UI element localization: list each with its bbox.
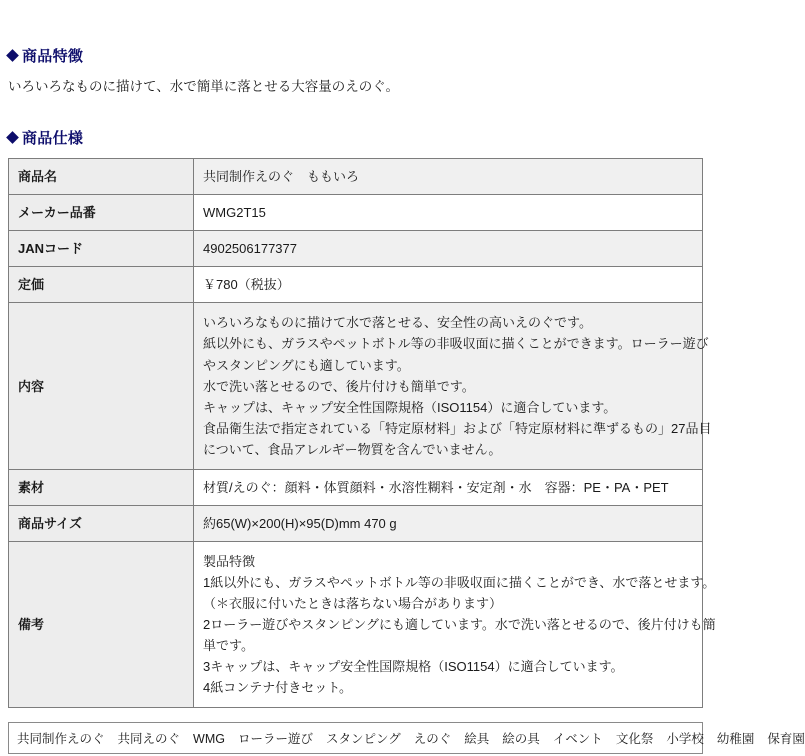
spec-table-row (9, 469, 703, 505)
spec-row-label: 内容 (9, 303, 194, 469)
spec-row-label: JANコード (9, 231, 194, 267)
spec-row-value-line: について、食品アレルギー物質を含んでいません。 (203, 441, 502, 457)
spec-row-value: 4902506177377 (194, 231, 703, 267)
keyword-tag[interactable]: えのぐ (413, 732, 452, 747)
keyword-tag-strip (8, 722, 805, 754)
spec-row-value-line: 食品衛生法で指定されている「特定原材料」および「特定原材料に準ずるもの」27品目 (203, 420, 712, 436)
spec-table-row (9, 231, 703, 267)
spec-row-label: メーカー品番 (9, 195, 194, 231)
spec-row-value: 材質/えのぐ：顔料・体質顔料・水溶性糊料・安定剤・水 容器：PE・PA・PET (194, 469, 703, 505)
spec-row-value: 共同制作えのぐ ももいろ (194, 159, 703, 195)
spec-row-value: ￥780（税抜） (194, 267, 703, 303)
spec-row-value-line: 紙以外にも、ガラスやペットボトル等の非吸収面に描くことができます。ローラー遊び (203, 336, 709, 352)
product-spec-page (0, 45, 805, 756)
spec-row-value-line: 4紙コンテナ付きセット。 (203, 680, 353, 696)
spec-row-label: 定価 (9, 267, 194, 303)
spec-table-row (9, 505, 703, 541)
spec-row-value-line: やスタンピングにも適しています。 (203, 357, 410, 373)
spec-row-value-line: 3キャップは、キャップ安全性国際規格（ISO1154）に適合しています。 (203, 659, 624, 675)
keyword-tag[interactable]: 保育園 (767, 732, 805, 747)
spec-table-row (9, 541, 703, 707)
keyword-tag[interactable]: 文化祭 (615, 732, 654, 747)
keyword-tag[interactable]: 絵の具 (502, 732, 540, 747)
spec-row-value-line: 水で洗い落とせるので、後片付けも簡単です。 (203, 378, 475, 394)
spec-row-value-line: 製品特徴 (203, 553, 256, 569)
spec-row-value-line: 2ローラー遊びやスタンピングにも適しています。水で洗い落とせるので、後片付けも簡 (203, 617, 716, 632)
keyword-tag[interactable]: ローラー遊び (237, 732, 313, 747)
spec-table-row (9, 195, 703, 231)
product-spec-heading-label: 商品仕様 (22, 130, 84, 148)
spec-table-body (9, 159, 716, 708)
product-feature-heading-label: 商品特徴 (22, 48, 84, 65)
spec-row-value (194, 303, 712, 469)
spec-row-value (194, 541, 716, 707)
spec-row-value-line: 単です。 (203, 638, 254, 654)
spec-row-label: 商品名 (9, 159, 194, 195)
keyword-tag[interactable]: WMG (193, 732, 225, 747)
diamond-bullet-icon (6, 49, 19, 62)
spec-row-label: 素材 (9, 469, 194, 505)
keyword-tag[interactable]: 小学校 (666, 732, 704, 747)
spec-row-value-line: （＊衣服に付いたときは落ちない場合があります） (203, 595, 503, 611)
spec-table-row (9, 267, 703, 303)
product-spec-heading (8, 127, 703, 148)
keyword-tag[interactable]: 幼稚園 (716, 732, 755, 747)
spec-row-label: 商品サイズ (9, 505, 194, 541)
keyword-tag[interactable]: 絵具 (464, 732, 490, 747)
spec-row-label: 備考 (9, 541, 194, 707)
spec-row-value: WMG2T15 (194, 195, 703, 231)
spec-row-value: 約65(W)×200(H)×95(D)mm 470 g (194, 505, 703, 541)
keyword-tag[interactable]: 共同えのぐ (117, 732, 181, 747)
keyword-tag[interactable]: スタンピング (325, 732, 401, 747)
product-feature-heading (8, 45, 703, 66)
keyword-tag[interactable]: 共同制作えのぐ (17, 732, 105, 747)
spec-row-value-line: いろいろなものに描けて水で落とせる、安全性の高いえのぐです。 (203, 315, 592, 331)
spec-row-value-line: 1紙以外にも、ガラスやペットボトル等の非吸収面に描くことができ、水で落とせます。 (203, 574, 716, 590)
spec-table-row (9, 303, 703, 469)
keyword-tag[interactable]: イベント (552, 732, 603, 747)
spec-row-value-line: キャップは、キャップ安全性国際規格（ISO1154）に適合しています。 (203, 399, 617, 415)
diamond-bullet-icon (6, 131, 19, 144)
spec-table-row (9, 159, 703, 195)
product-feature-description: いろいろなものに描けて、水で簡単に落とせる大容量のえのぐ。 (8, 79, 399, 94)
product-spec-table (8, 158, 716, 708)
